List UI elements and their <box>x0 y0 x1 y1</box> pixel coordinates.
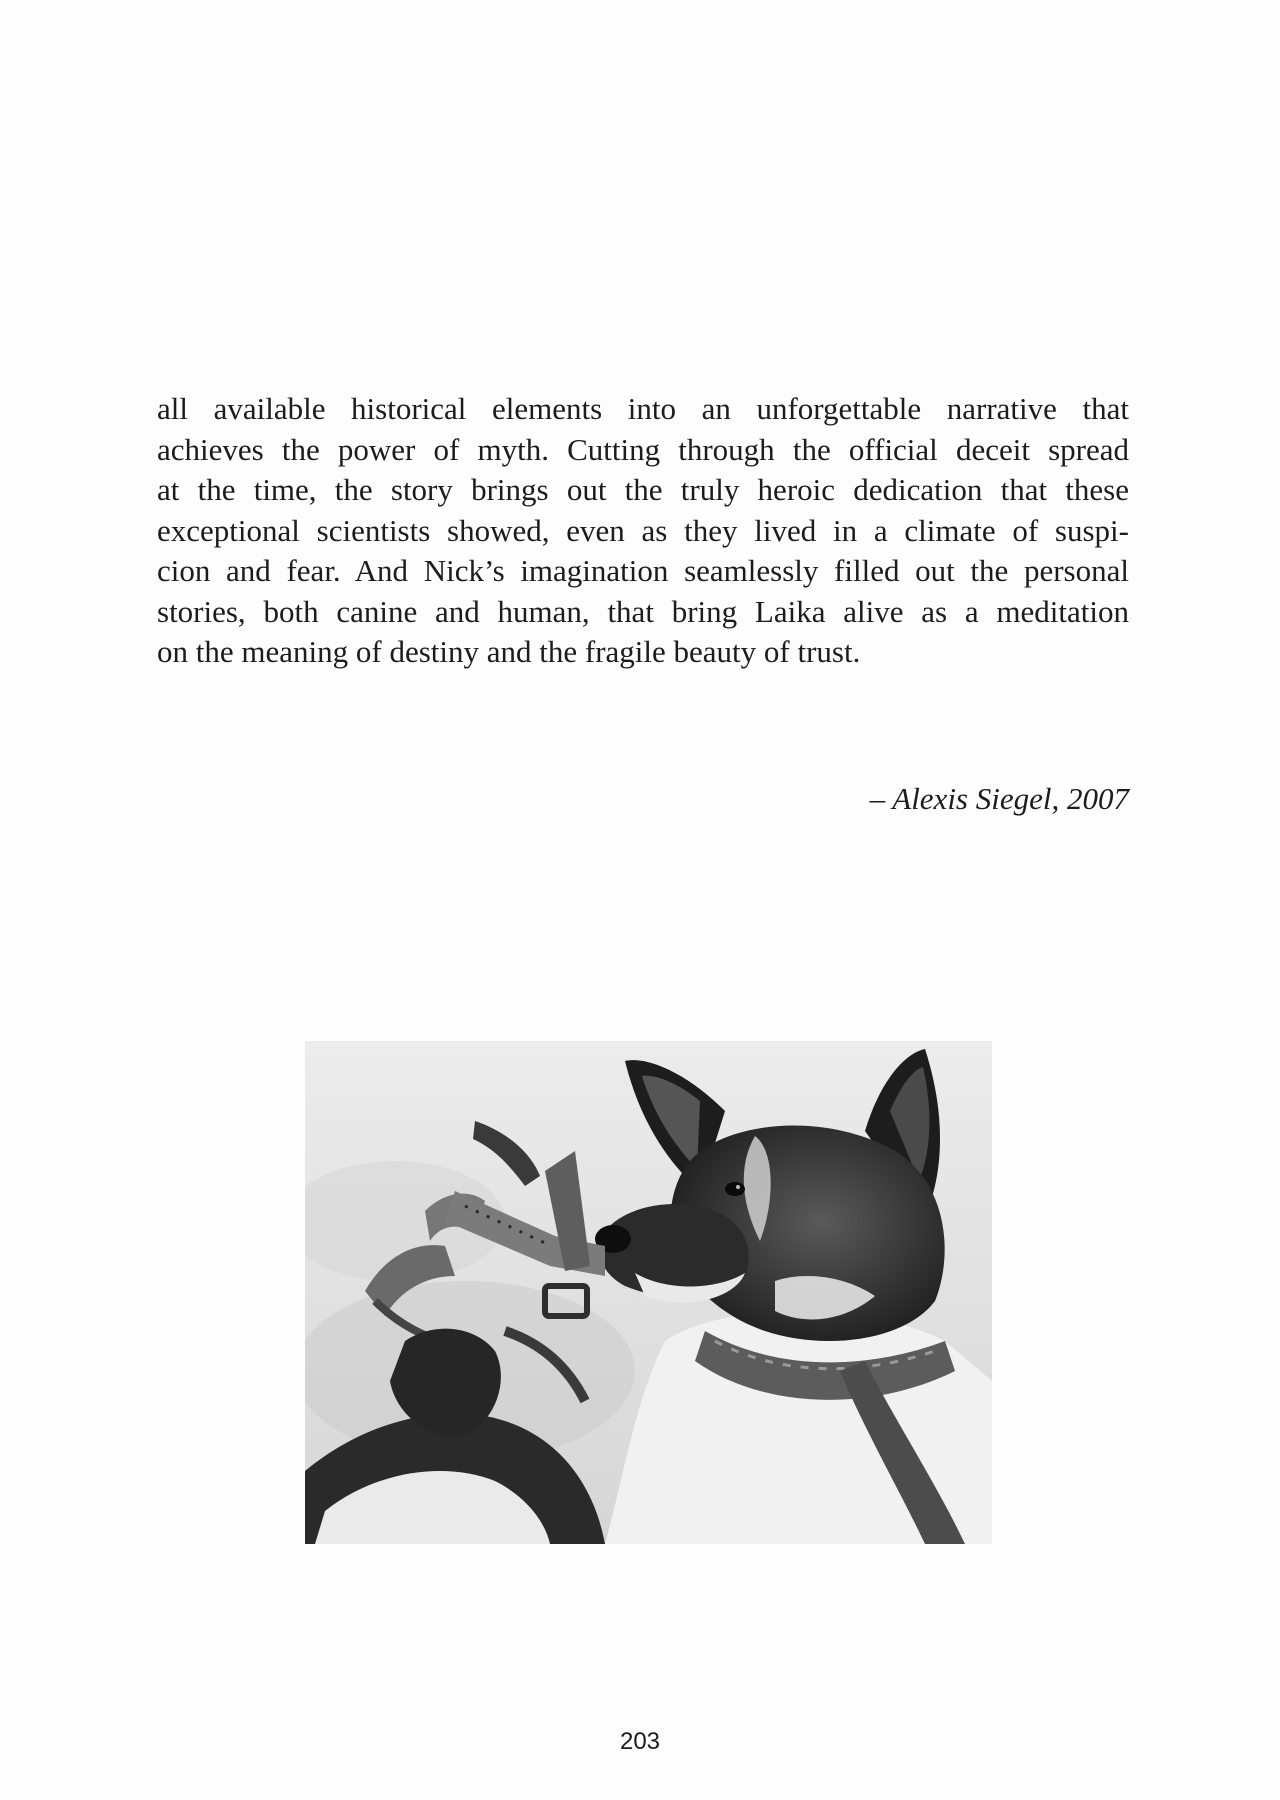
text-line: at the time, the story brings out the truly heroic dedication that these <box>157 472 1129 507</box>
author-signature: – Alexis Siegel, 2007 <box>869 781 1129 816</box>
dog-illustration <box>305 1041 992 1544</box>
dog-photo <box>305 1041 992 1544</box>
text-line: all available historical elements into an unforgettable narrative that <box>157 391 1129 426</box>
text-line: achieves the power of myth. Cutting through the official deceit spread <box>157 431 1129 467</box>
text-line: on the meaning of destiny and the fragile beauty of trust. <box>157 634 861 669</box>
body-paragraph <box>157 389 1129 673</box>
text-line: cion and fear. And Nick’s imagination seamlessly filled out the personal <box>157 553 1129 588</box>
page-number: 203 <box>619 1728 661 1755</box>
text-line: stories, both canine and human, that bring Laika alive as a meditation <box>157 593 1129 629</box>
text-line: exceptional scientists showed, even as they lived in a climate of suspi- <box>157 512 1129 548</box>
